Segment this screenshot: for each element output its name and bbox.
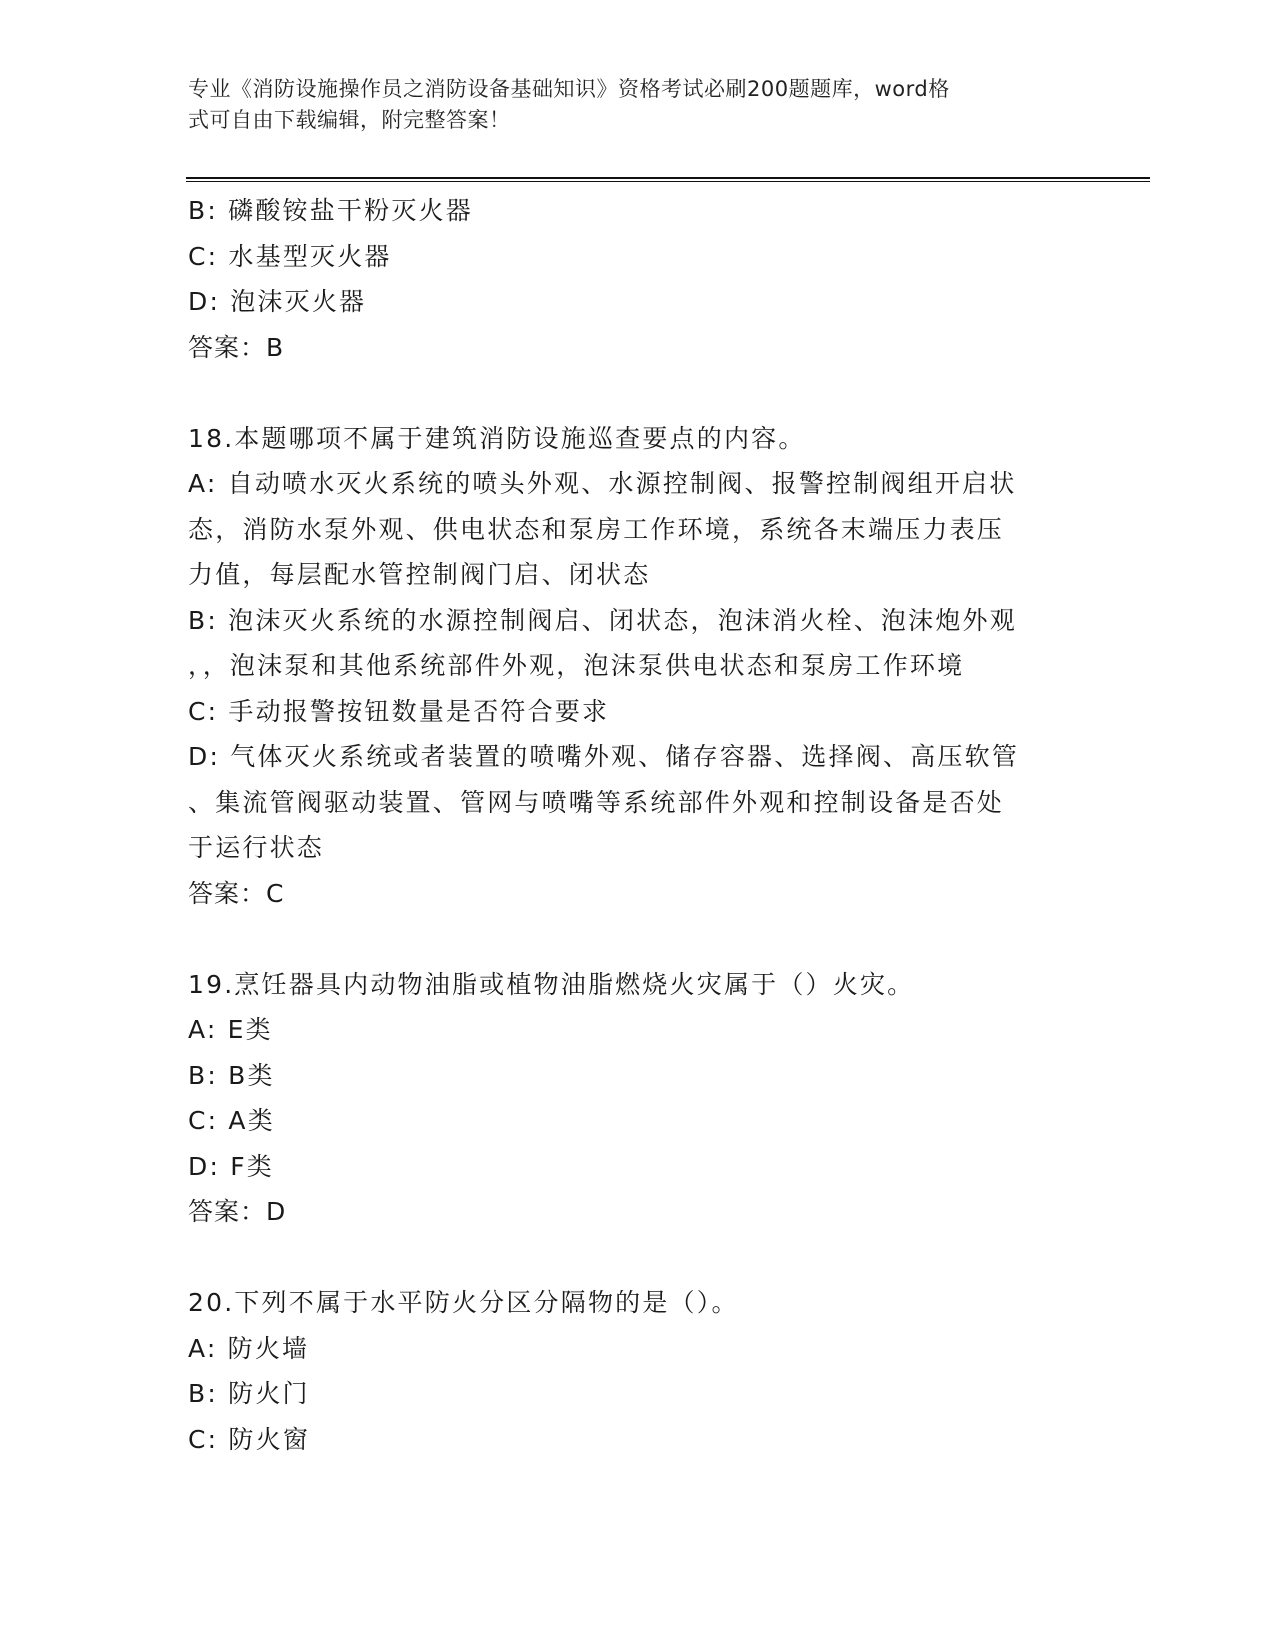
question-option: C: 水基型灭火器	[188, 241, 392, 271]
question-option: D: 泡沫灭火器	[188, 287, 367, 316]
question-option: C: A类	[188, 1106, 275, 1135]
spacer	[188, 1235, 1078, 1281]
question-option-d-line: D: 气体灭火系统或者装置的喷嘴外观、储存容器、选择阀、高压软管	[188, 742, 1020, 771]
question-option: B: B类	[188, 1060, 275, 1090]
question-option-a-line: 态，消防水泵外观、供电状态和泵房工作环境，系统各末端压力表压	[188, 514, 1005, 544]
question-option: D: F类	[188, 1151, 275, 1181]
question-option-c-line: C: 手动报警按钮数量是否符合要求	[188, 696, 610, 726]
header-title-line-2: 式可自由下载编辑，附完整答案！	[188, 108, 511, 132]
question-stem: 20.下列不属于水平防火分区分隔物的是（）。	[188, 1288, 739, 1317]
question-option-a-line: 力值，每层配水管控制阀门启、闭状态	[188, 560, 651, 589]
header-title-line-1: 专业《消防设施操作员之消防设备基础知识》资格考试必刷200题题库，word格	[188, 77, 950, 101]
question-option: A: 防火墙	[188, 1333, 310, 1363]
question-20-block	[188, 1280, 1078, 1462]
question-option-b-line: B: 泡沫灭火系统的水源控制阀启、闭状态，泡沫消火栓、泡沫炮外观	[188, 605, 1017, 635]
question-answer: 答案：D	[188, 1197, 287, 1226]
question-option: B: 磷酸铵盐干粉灭火器	[188, 196, 473, 225]
question-option-b-line: ，，泡沫泵和其他系统部件外观，泡沫泵供电状态和泵房工作环境	[188, 651, 965, 680]
question-stem: 18.本题哪项不属于建筑消防设施巡查要点的内容。	[188, 423, 806, 453]
previous-question-block	[188, 188, 1078, 370]
question-option-a-line: A: 自动喷水灭火系统的喷头外观、水源控制阀、报警控制阀组开启状	[188, 469, 1017, 498]
question-stem: 19.烹饪器具内动物油脂或植物油脂燃烧火灾属于（）火灾。	[188, 969, 915, 999]
header-divider	[186, 177, 1150, 182]
question-option: A: E类	[188, 1015, 273, 1044]
question-answer: 答案：C	[188, 878, 285, 908]
question-answer: 答案：B	[188, 332, 285, 362]
question-option: B: 防火门	[188, 1379, 310, 1408]
question-content	[188, 188, 1078, 1462]
question-option: C: 防火窗	[188, 1424, 311, 1454]
spacer	[188, 370, 1078, 416]
question-19-block	[188, 962, 1078, 1235]
question-18-block	[188, 416, 1078, 917]
question-option-d-line: 于运行状态	[188, 833, 325, 862]
document-header	[188, 74, 1068, 136]
question-option-d-line: 、集流管阀驱动装置、管网与喷嘴等系统部件外观和控制设备是否处	[188, 787, 1005, 817]
spacer	[188, 916, 1078, 962]
